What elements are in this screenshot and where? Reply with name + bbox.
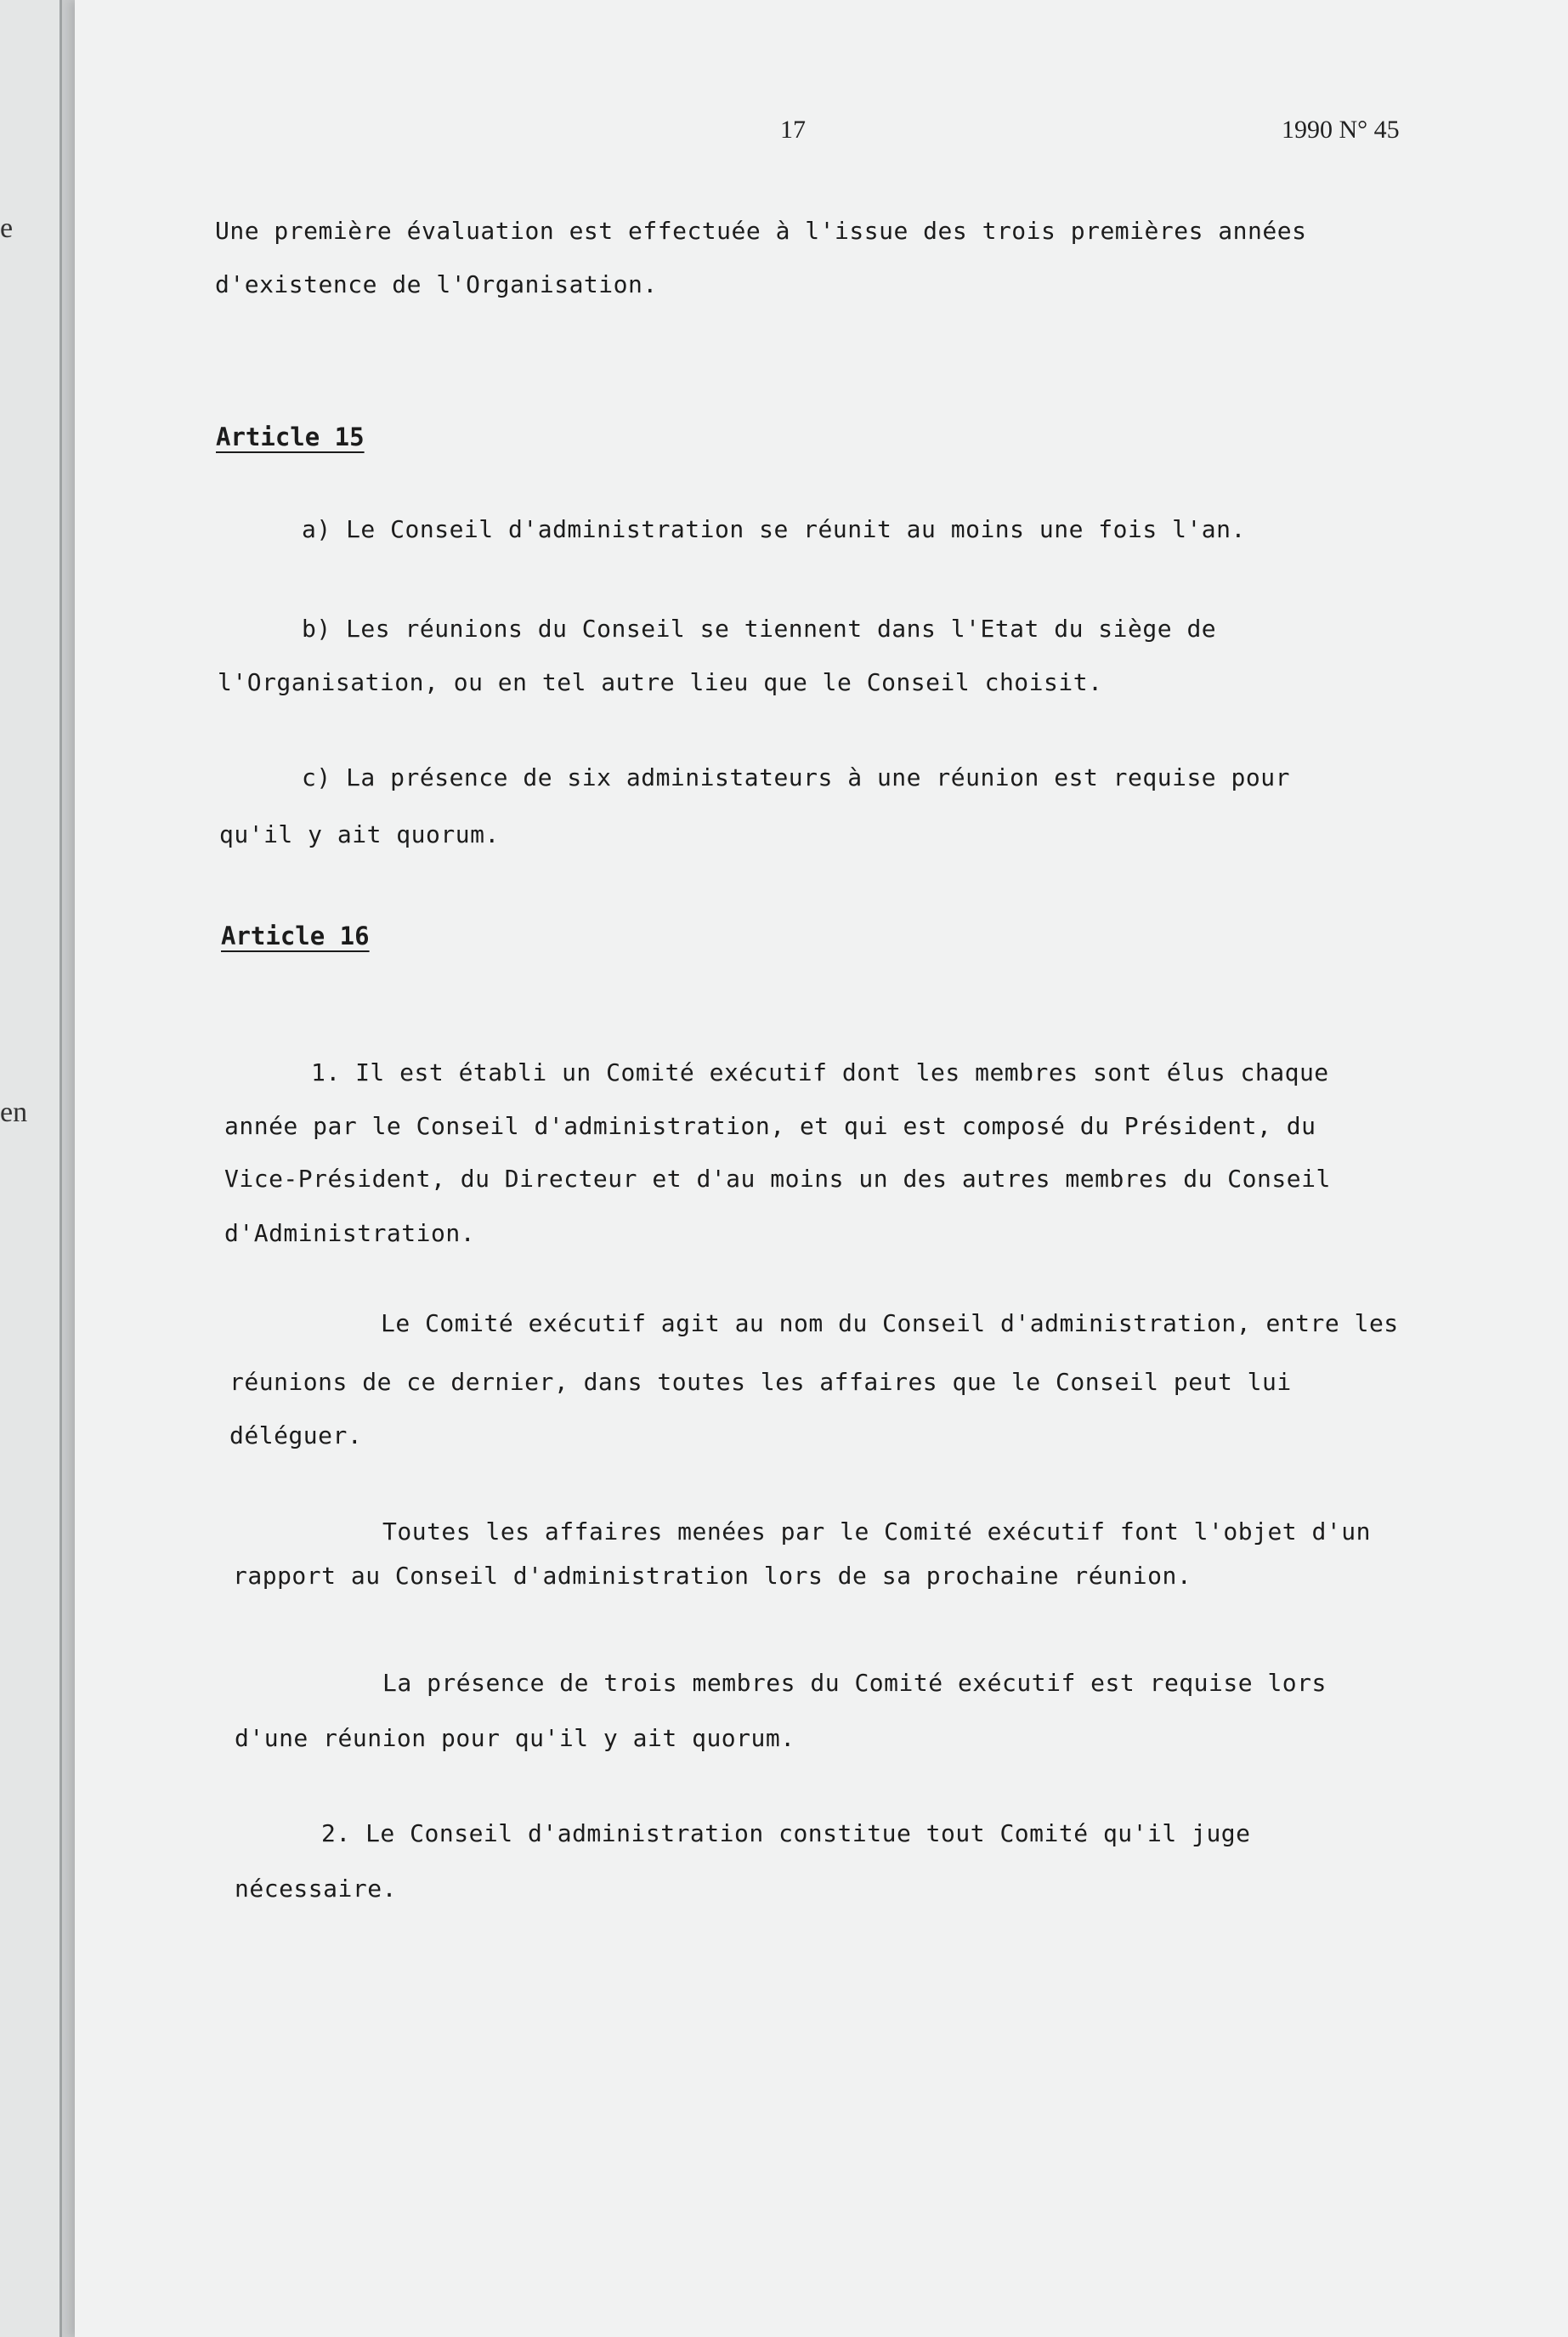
body-line: année par le Conseil d'administration, et qui est composé du Président, du (224, 1112, 1316, 1140)
body-line: b) Les réunions du Conseil se tiennent dans l'Etat du siège de (302, 615, 1217, 643)
body-line: l'Organisation, ou en tel autre lieu que le Conseil choisit. (218, 668, 1103, 696)
body-line: d'une réunion pour qu'il y ait quorum. (235, 1724, 795, 1752)
article-15-heading: Article 15 (216, 423, 365, 451)
body-line: réunions de ce dernier, dans toutes les affaires que le Conseil peut lui (229, 1368, 1292, 1396)
body-line: déléguer. (229, 1421, 363, 1449)
body-line: Une première évaluation est effectuée à l'issue des trois premières années (215, 217, 1307, 245)
body-line: 2. Le Conseil d'administration constitue tout Comité qu'il juge (321, 1819, 1251, 1847)
page-number: 17 (780, 116, 806, 144)
body-line: La présence de trois membres du Comité exécutif est requise lors (382, 1669, 1327, 1697)
body-line: d'existence de l'Organisation. (215, 270, 658, 298)
body-line: a) Le Conseil d'administration se réunit au moins une fois l'an. (302, 515, 1246, 543)
body-line: 1. Il est établi un Comité exécutif dont les membres sont élus chaque (311, 1058, 1329, 1086)
body-line: Vice-Président, du Directeur et d'au moins un des autres membres du Conseil (224, 1165, 1331, 1193)
body-line: rapport au Conseil d'administration lors de sa prochaine réunion. (233, 1562, 1192, 1590)
body-line: Toutes les affaires menées par le Comité exécutif font l'objet d'un (382, 1517, 1371, 1546)
adjacent-page-edge (0, 0, 62, 2337)
document-reference: 1990 N° 45 (1282, 116, 1400, 144)
body-line: nécessaire. (235, 1875, 397, 1903)
adjacent-page-char: en (0, 1097, 28, 1128)
document-page (75, 0, 1568, 2337)
body-line: c) La présence de six administateurs à une réunion est requise pour (302, 763, 1290, 791)
body-line: d'Administration. (224, 1219, 476, 1247)
adjacent-page-char: e (0, 213, 14, 244)
article-16-heading: Article 16 (221, 922, 370, 950)
body-line: Le Comité exécutif agit au nom du Conseil d'administration, entre les (381, 1309, 1399, 1337)
body-line: qu'il y ait quorum. (219, 820, 500, 848)
